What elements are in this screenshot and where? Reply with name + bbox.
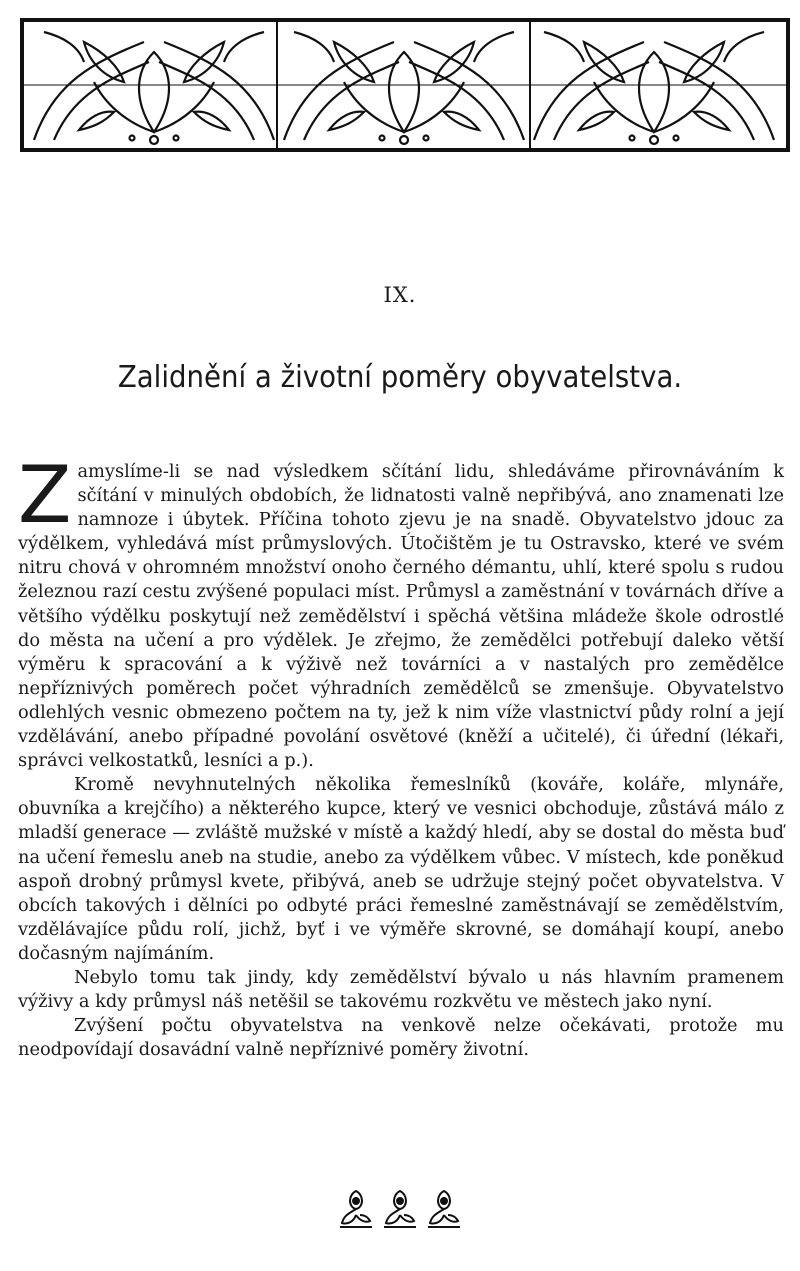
body-text [18,451,784,1062]
flower-ornament-icon [382,1185,418,1231]
flower-ornament-icon [338,1185,374,1231]
paragraph-1-text: amyslíme-li se nad výsledkem sčítání lidu, shledáváme přirovnáváním k sčítání v minulých obdobích, že lidnatosti valně nepřibývá, ano znamenati lze namnoze i úbytek. Příčina tohoto zjevu je na snadě. Obyvatelstvo jdouc za výdělkem, vyhledává míst průmyslových. Útočištěm je tu Ostravsko, které ve svém nitru chová v ohromném množství onoho černého démantu, uhlí, které spolu s rudou železnou razí cestu zvýšené populaci míst. Průmysl a zaměstnání v továrnách dříve a většího výdělku poskytují než zemědělství i spěchá většina mládeže škole odrostlé do města na učení a pro výdělek. Je zřejmo, že zemědělci potřebují daleko větší výměru k spracování a k výživě než továrníci a v nastalých pro zemědělce nepříznivých poměrech počet výhradních zemědělců se zmenšuje. Obyvatelstvo odlehlých vesnic obmezeno počtem na ty, jež k nim víže vlastnictví půdy rolní a její vzdělávání, anebo případné povolání osvětové (kněží a učitelé), či úřední (lékaři, správci velkostatků, lesníci a p.). [18,461,784,772]
paragraph-4: Zvýšení počtu obyvatelstva na venkově nelze očekávati, protože mu neodpovídají dosavádní valně nepříznivé poměry životní. [18,1015,784,1061]
drop-cap: Z [18,451,72,541]
paragraph-1 [18,451,784,773]
paragraph-2: Kromě nevyhnutelných několika řemeslníků (kováře, koláře, mlynáře, obuvníka a krejčího) a některého kupce, který ve vesnici obchoduje, zůstává málo z mladší generace — zvláště mužské v místě a každý hledí, aby se dostal do města buď na učení řemeslu aneb na studie, anebo za výdělkem vůbec. V místech, kde poněkud aspoň drobný průmysl kvete, přibývá, aneb se udržuje stejný počet obyvatelstva. V obcích takových i dělníci po odbyté práci řemeslné zaměstnávají se zemědělstvím, vzdělávajíce půdu rolí, jichž, byť i ve výměře skrovné, se domáhají koupí, anebo dočasným najímáním. [18,774,784,964]
chapter-number: IX. [383,283,417,307]
flower-tailpiece [338,1185,462,1231]
paragraph-3: Nebylo tomu tak jindy, kdy zemědělství bývalo u nás hlavním pramenem výživy a kdy průmysl náš netěšil se takovému rozkvětu ve městech jako nyní. [18,966,784,1013]
chapter-title: Zalidnění a životní poměry obyvatelstva. [117,360,683,395]
flower-ornament-icon [426,1185,462,1231]
floral-band-svg [24,22,786,148]
floral-band-ornament [20,18,790,152]
